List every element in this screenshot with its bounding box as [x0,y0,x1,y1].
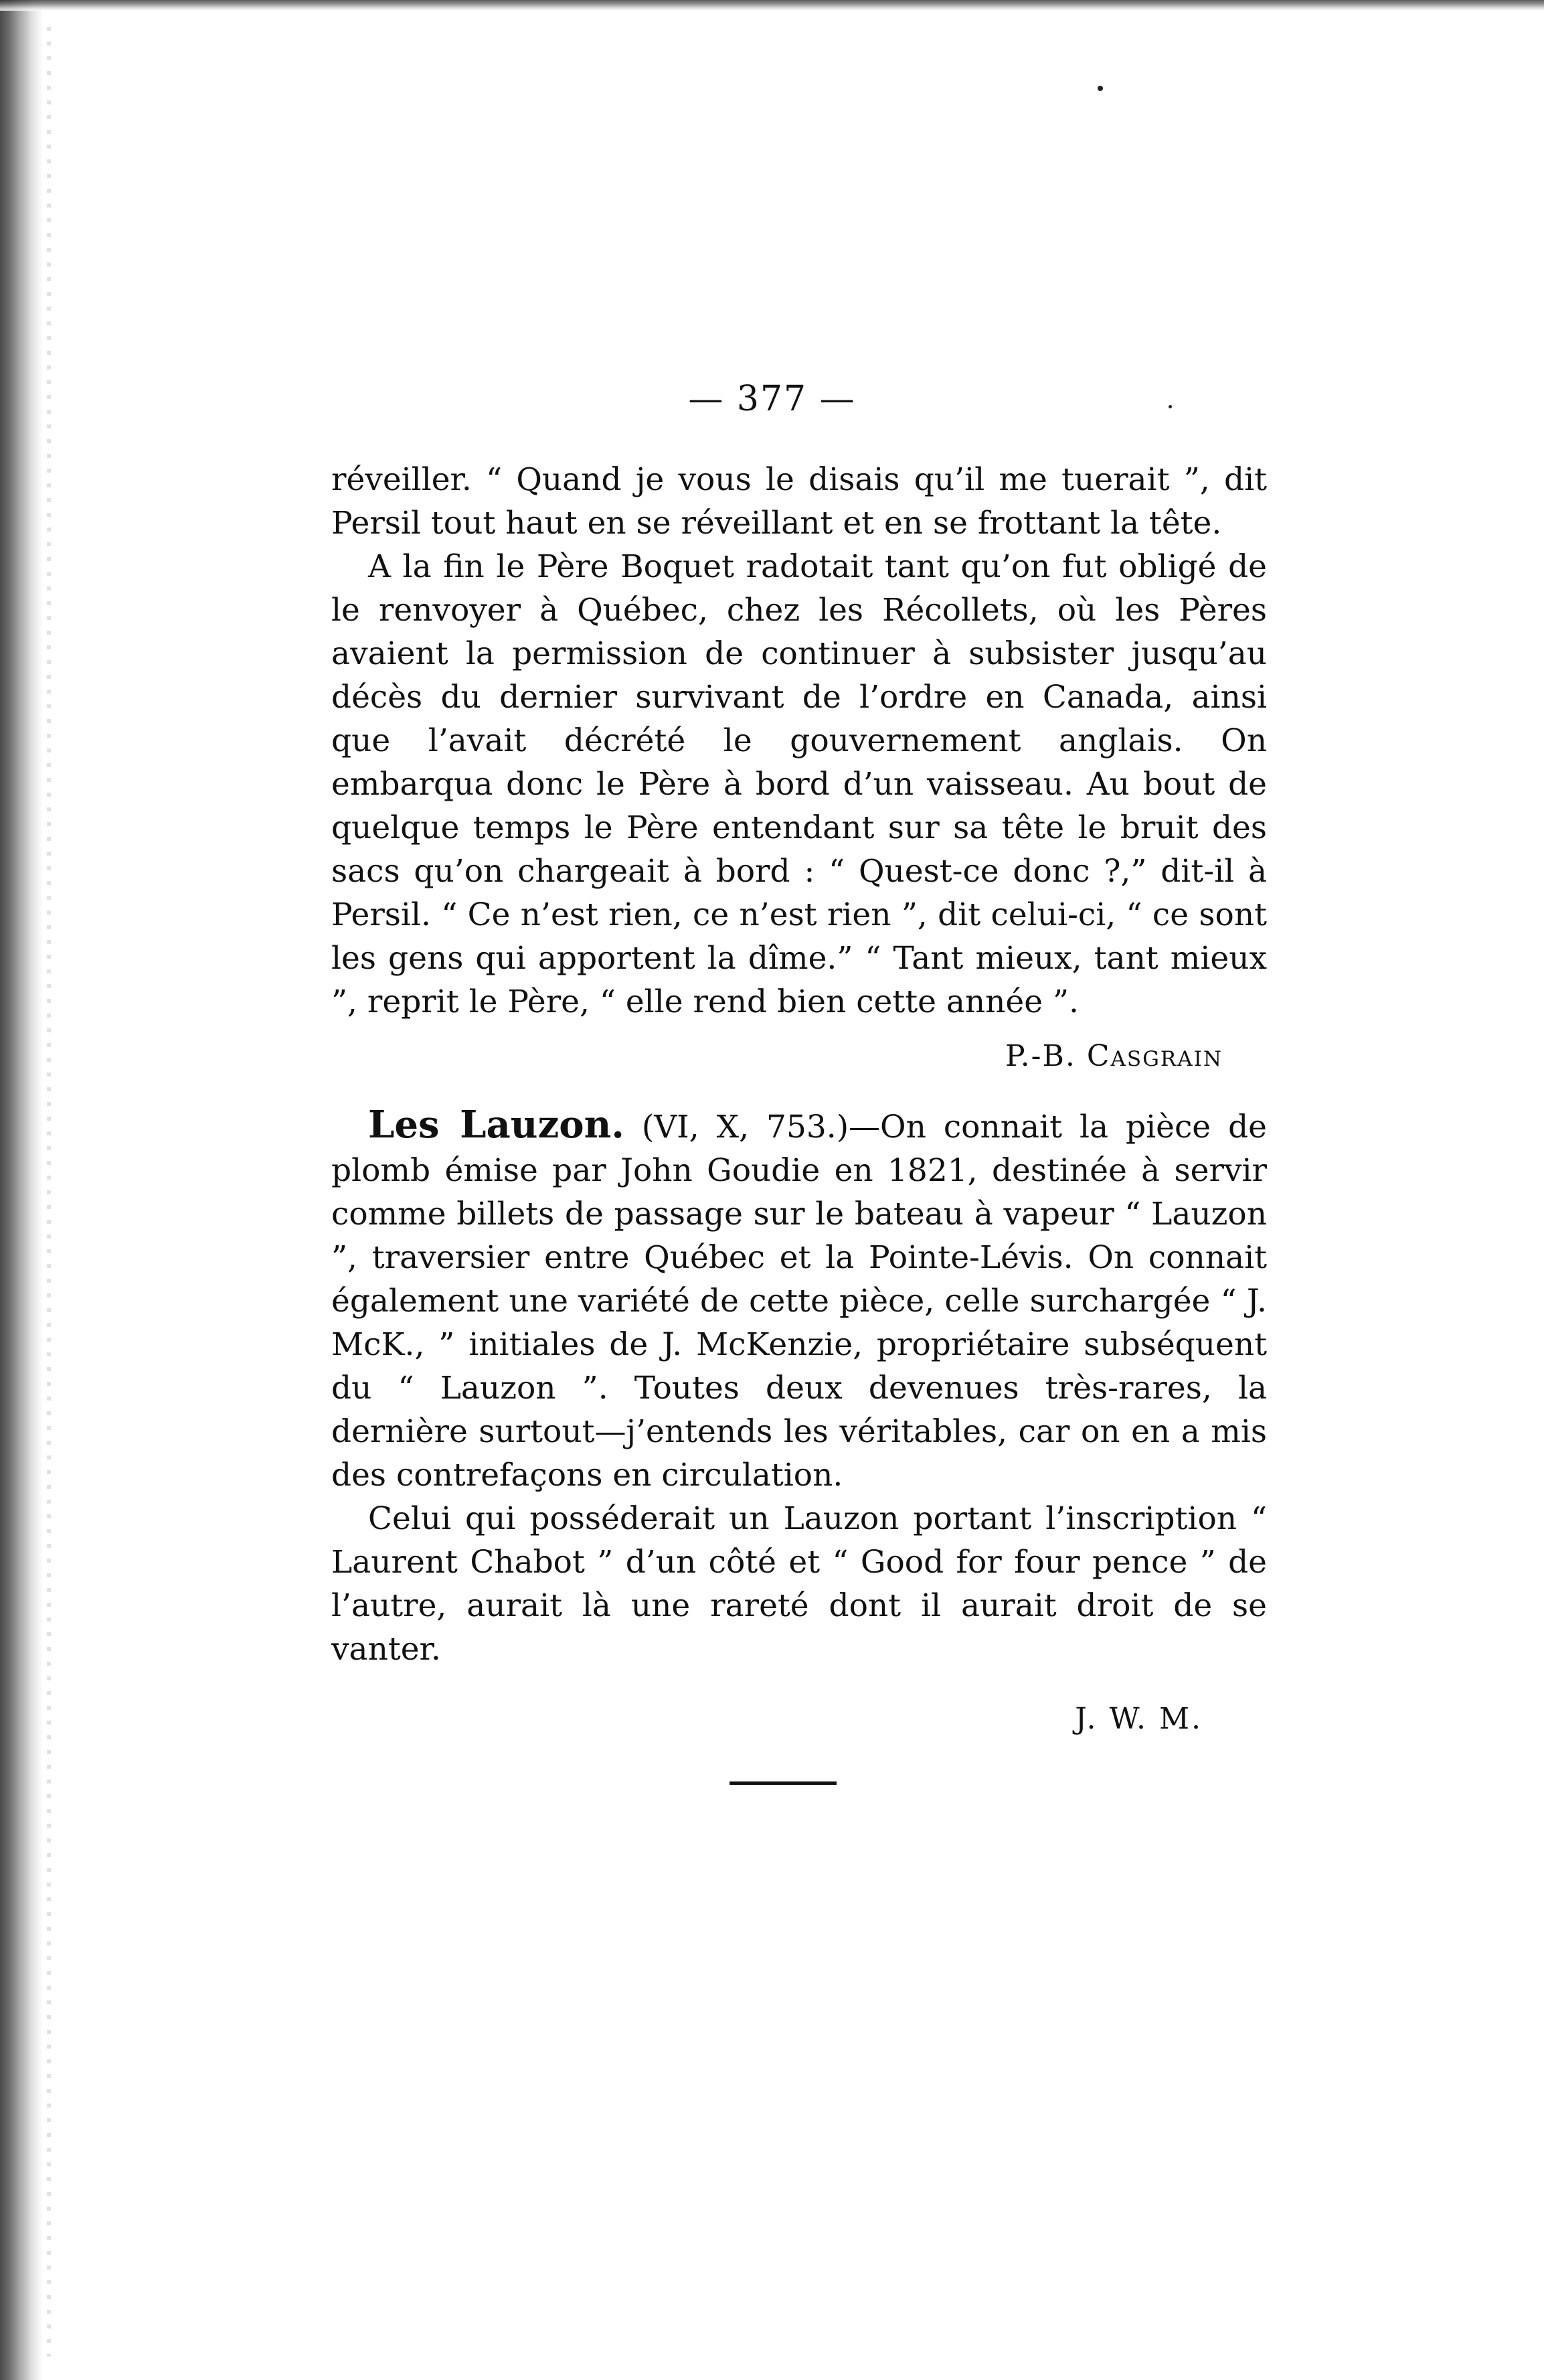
paragraph: réveiller. “ Quand je vous le disais qu’il me tuerait ”, dit Persil tout haut en se réveillant et en se frottant la tête. [331,461,1267,542]
paragraph: Celui qui posséderait un Lauzon portant l’inscription “ Laurent Chabot ” d’un côté et “ Good for four pence ” de l’autre, aurait là une rareté dont il aurait droit de se vanter. [331,1500,1267,1668]
scan-speck [1098,86,1103,91]
scan-left-edge [0,0,43,2380]
signature-jwm: J. W. M. [1075,1702,1203,1736]
signature-casgrain: P.-B. Casgrain [1005,1039,1223,1073]
page-number: — 377 — [688,379,856,419]
article-lauzon [331,1103,1267,1671]
article-persil [331,458,1267,1024]
section-divider [730,1781,837,1785]
scan-binding-shadow [47,27,51,2357]
paragraph: A la fin le Père Boquet radotait tant qu’on fut obligé de le renvoyer à Québec, chez les Récollets, où les Pères avaient la permission de continuer à subsister jusqu’au décès du dernier survivant de l’ordre en Canada, ainsi que l’avait décrété le gouvernement anglais. On embarqua donc le Père à bord d’un vaisseau. Au bout de quelque temps le Père entendant sur sa tête le bruit des sacs qu’on chargeait à bord : “ Quest-ce donc ?,” dit-il à Persil. “ Ce n’est rien, ce n’est rien ”, dit celui-ci, “ ce sont les gens qui apportent la dîme.” “ Tant mieux, tant mieux ”, reprit le Père, “ elle rend bien cette année ”. [331,548,1267,1020]
article-reference: (VI, X, 753.) [641,1109,849,1145]
scan-top-edge [0,0,1544,11]
paragraph-text: —On connait la pièce de plomb émise par John Goudie en 1821, destinée à servir comme billets de passage sur le bateau à vapeur “ Lauzon ”, traversier entre Québec et la Pointe-Lévis. On connait également une variété de cette pièce, celle surchargée “ J. McK., ” initiales de J. McKenzie, propriétaire subséquent du “ Lauzon ”. Toutes deux devenues très-rares, la dernière surtout—j’entends les véritables, car on en a mis des contrefaçons en circulation. [331,1109,1267,1494]
paragraph [331,1103,1267,1497]
article-heading: Les Lauzon. [368,1103,624,1147]
